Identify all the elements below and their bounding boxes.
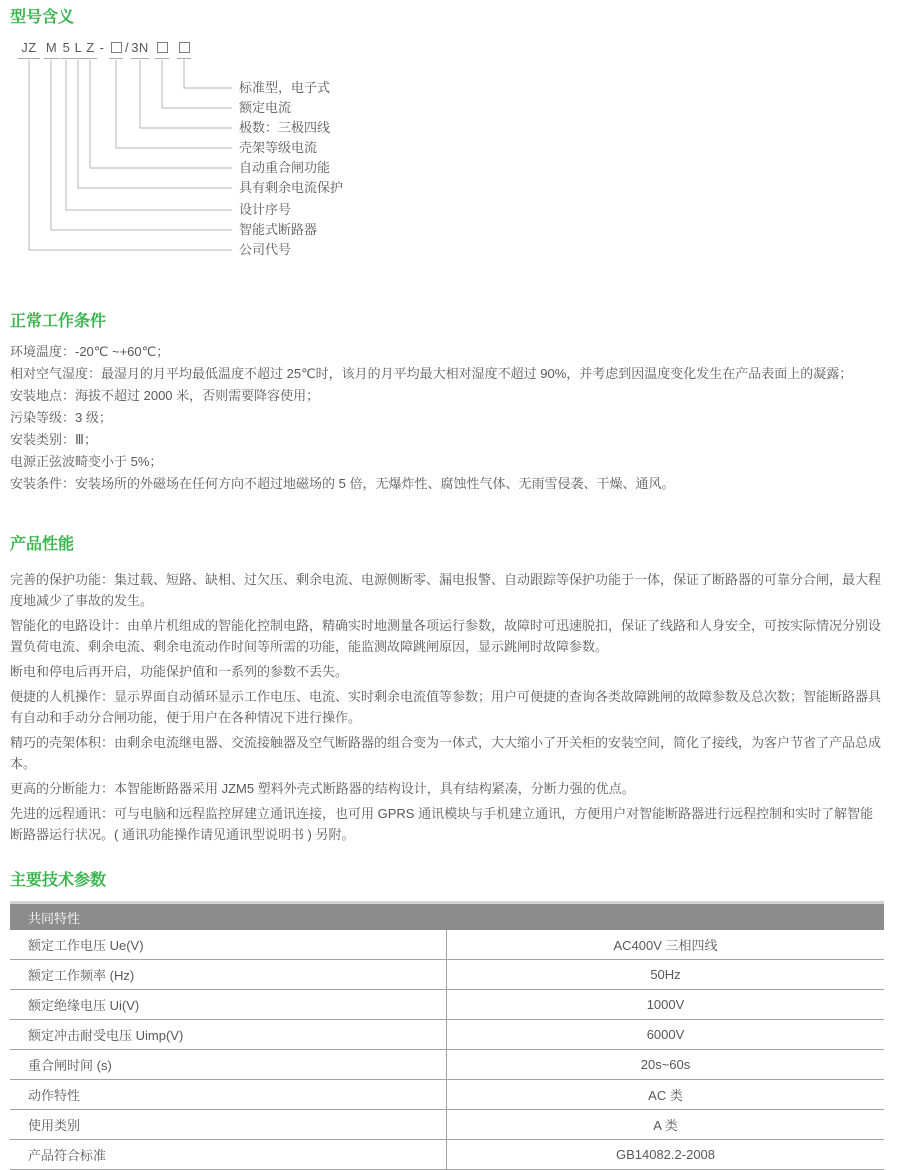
section-model-meaning (10, 8, 884, 272)
model-part-label: 极数：三极四线 (239, 120, 331, 135)
param-name-cell: 额定冲击耐受电压 Uimp(V) (10, 1020, 447, 1049)
model-part-label: 具有剩余电流保护 (239, 180, 344, 195)
table-row (10, 990, 884, 1020)
model-part-label: 自动重合闸功能 (239, 160, 331, 175)
param-value-cell: GB14082.2-2008 (615, 1147, 716, 1162)
table-row (10, 930, 884, 960)
param-name-cell: 产品符合标准 (10, 1140, 447, 1169)
placeholder-box-icon (157, 42, 168, 53)
condition-line: 安装地点：海拔不超过 2000 米，否则需要降容使用； (10, 388, 320, 403)
performance-paragraph: 便捷的人机操作：显示界面自动循环显示工作电压、电流、实时剩余电流值等参数；用户可便捷的查询各类故障跳闸的故障参数及总次数；智能断路器具有自动和手动分合闸功能，便于用户在各种情况下进行操作。 (10, 689, 882, 725)
performance-paragraph: 断电和停电后再开启，功能保护值和一系列的参数不丢失。 (10, 664, 349, 679)
model-segment: / (124, 40, 130, 55)
condition-line: 电源正弦波畸变小于 5%； (10, 454, 163, 469)
model-segment: M (44, 40, 59, 59)
param-name-cell: 额定工作频率 (Hz) (10, 960, 447, 989)
section-product-performance (10, 535, 884, 845)
param-value-cell: 6000V (646, 1027, 685, 1042)
param-name-cell: 额定工作电压 Ue(V) (10, 930, 447, 959)
performance-paragraph: 智能化的电路设计：由单片机组成的智能化控制电路，精确实时地测量各项运行参数，故障时可迅速脱扣，保证了线路和人身安全，可按实际情况分别设置负荷电流、剩余电流、剩余电流动作时间等所需的功能，能监测故障跳闸原因，显示跳闸时故障参数。 (10, 618, 882, 654)
condition-line: 安装条件：安装场所的外磁场在任何方向不超过地磁场的 5 倍，无爆炸性、腐蚀性气体、无雨雪侵袭、干燥、通风。 (10, 476, 675, 491)
performance-paragraphs (10, 569, 884, 845)
performance-paragraph: 精巧的壳架体积：由剩余电流继电器、交流接触器及空气断路器的组合变为一体式，大大缩小了开关柜的安装空间，简化了接线，为客户节省了产品总成本。 (10, 735, 882, 771)
param-value-cell: AC400V 三相四线 (613, 938, 718, 953)
condition-line: 环境温度：-20℃ ~+60℃； (10, 344, 170, 359)
model-segment-placeholder (155, 40, 169, 59)
condition-line: 相对空气湿度：最湿月的月平均最低温度不超过 25℃时，该月的月平均最大相对湿度不超过 90%，并考虑到因温度变化发生在产品表面上的凝露； (10, 366, 853, 381)
param-value-cell: 1000V (646, 997, 685, 1012)
model-segment-placeholder (109, 40, 123, 59)
param-name-cell: 动作特性 (10, 1080, 447, 1109)
table-body (10, 930, 884, 1170)
table-row (10, 1080, 884, 1110)
param-name-cell: 额定绝缘电压 Ui(V) (10, 990, 447, 1019)
model-segment: 3N (131, 40, 149, 59)
param-name-cell: 使用类别 (10, 1110, 447, 1139)
model-segment: 5 (60, 40, 73, 59)
placeholder-box-icon (179, 42, 190, 53)
model-segment: - (99, 40, 105, 55)
performance-paragraph: 更高的分断能力：本智能断路器采用 JZM5 塑料外壳式断路器的结构设计，具有结构紧凑，分断力强的优点。 (10, 781, 635, 796)
table-row (10, 1050, 884, 1080)
condition-line: 安装类别：Ⅲ； (10, 432, 97, 447)
parameters-table (10, 901, 884, 1170)
section-heading-model: 型号含义 (10, 9, 75, 26)
param-value-cell: A 类 (653, 1118, 678, 1133)
model-number-diagram (10, 40, 884, 272)
model-part-label: 智能式断路器 (239, 222, 318, 237)
conditions-list (10, 341, 884, 495)
performance-paragraph: 先进的远程通讯：可与电脑和远程监控屏建立通讯连接，也可用 GPRS 通讯模块与手机建立通讯，方便用户对智能断路器进行远程控制和实时了解智能断路器运行状况。( 通讯功能操作请见通讯型说明书 ) 另附。 (10, 806, 874, 842)
model-part-label: 设计序号 (239, 202, 292, 217)
placeholder-box-icon (111, 42, 122, 53)
section-working-conditions (10, 312, 884, 495)
diagram-connector-lines (10, 40, 890, 272)
table-row (10, 1020, 884, 1050)
section-heading-parameters: 主要技术参数 (10, 872, 107, 889)
section-technical-parameters (10, 871, 884, 1170)
model-part-label: 标准型，电子式 (239, 80, 331, 95)
param-value-cell: AC 类 (648, 1088, 683, 1103)
model-segment: L (72, 40, 85, 59)
table-row (10, 1140, 884, 1170)
param-value-cell: 20s~60s (640, 1057, 691, 1072)
model-segment: JZ (18, 40, 40, 59)
condition-line: 污染等级：3 级； (10, 410, 112, 425)
table-header-label: 共同特性 (28, 910, 81, 926)
table-header-row (10, 901, 884, 930)
model-segment: Z (84, 40, 97, 59)
model-segment-placeholder (177, 40, 191, 59)
section-heading-performance: 产品性能 (10, 536, 75, 553)
model-part-label: 额定电流 (239, 100, 292, 115)
param-value-cell: 50Hz (650, 967, 681, 982)
table-row (10, 1110, 884, 1140)
performance-paragraph: 完善的保护功能：集过载、短路、缺相、过欠压、剩余电流、电源侧断零、漏电报警、自动跟踪等保护功能于一体，保证了断路器的可靠分合闸，最大程度地减少了事故的发生。 (10, 572, 882, 608)
model-part-label: 公司代号 (239, 242, 292, 257)
param-name-cell: 重合闸时间 (s) (10, 1050, 447, 1079)
table-row (10, 960, 884, 990)
section-heading-conditions: 正常工作条件 (10, 313, 107, 330)
model-part-label: 壳架等级电流 (239, 140, 318, 155)
